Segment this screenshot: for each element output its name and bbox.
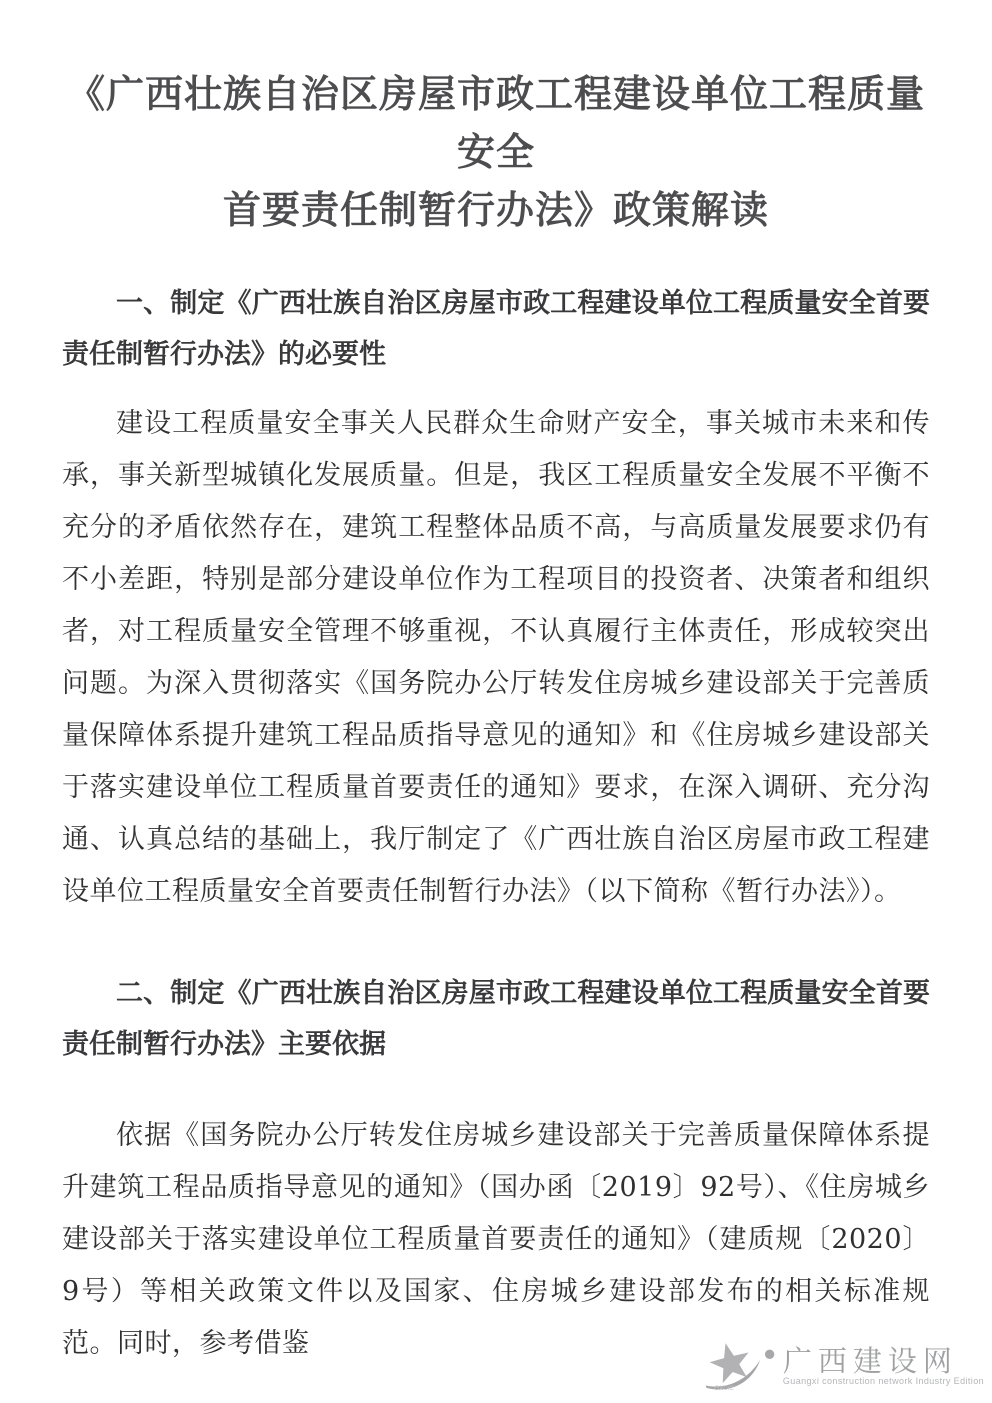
document-title [62,66,930,240]
watermark-brand-text: 广西建设网 [782,1343,958,1378]
document-title-line-2: 首要责任制暂行办法》政策解读 [222,190,769,232]
document-title-line-1: 《广西壮族自治区房屋市政工程建设单位工程质量安全 [66,74,925,174]
star-swoosh-icon [701,1334,779,1398]
section-1-paragraph: 建设工程质量安全事关人民群众生命财产安全，事关城市未来和传承，事关新型城镇化发展质量。但是，我区工程质量安全发展不平衡不充分的矛盾依然存在，建筑工程整体品质不高，与高质量发展要求仍有不小差距，特别是部分建设单位作为工程项目的投资者、决策者和组织者，对工程质量安全管理不够重视，不认真履行主体责任，形成较突出问题。为深入贯彻落实《国务院办公厅转发住房城乡建设部关于完善质量保障体系提升建筑工程品质指导意见的通知》和《住房城乡建设部关于落实建设单位工程质量首要责任的通知》要求，在深入调研、充分沟通、认真总结的基础上，我厅制定了《广西壮族自治区房屋市政工程建设单位工程质量安全首要责任制暂行办法》（以下简称《暂行办法》）。 [62,408,930,907]
section-2-heading: 二、制定《广西壮族自治区房屋市政工程建设单位工程质量安全首要责任制暂行办法》主要依据 [62,978,930,1059]
watermark-tagline-text: Guangxi construction network Industry Edition [782,1375,984,1386]
site-watermark [701,1334,984,1398]
star-logo-label: GXCIC [714,1385,734,1393]
watermark-text-block [782,1343,984,1387]
section-2-paragraph: 依据《国务院办公厅转发住房城乡建设部关于完善质量保障体系提升建筑工程品质指导意见的通知》（国办函〔2019〕92号）、《住房城乡建设部关于落实建设单位工程质量首要责任的通知》（建质规〔2020〕9号）等相关政策文件以及国家、住房城乡建设部发布的相关标准规范。同时，参考借鉴 [62,1120,930,1359]
section-1-heading: 一、制定《广西壮族自治区房屋市政工程建设单位工程质量安全首要责任制暂行办法》的必要性 [62,288,930,369]
